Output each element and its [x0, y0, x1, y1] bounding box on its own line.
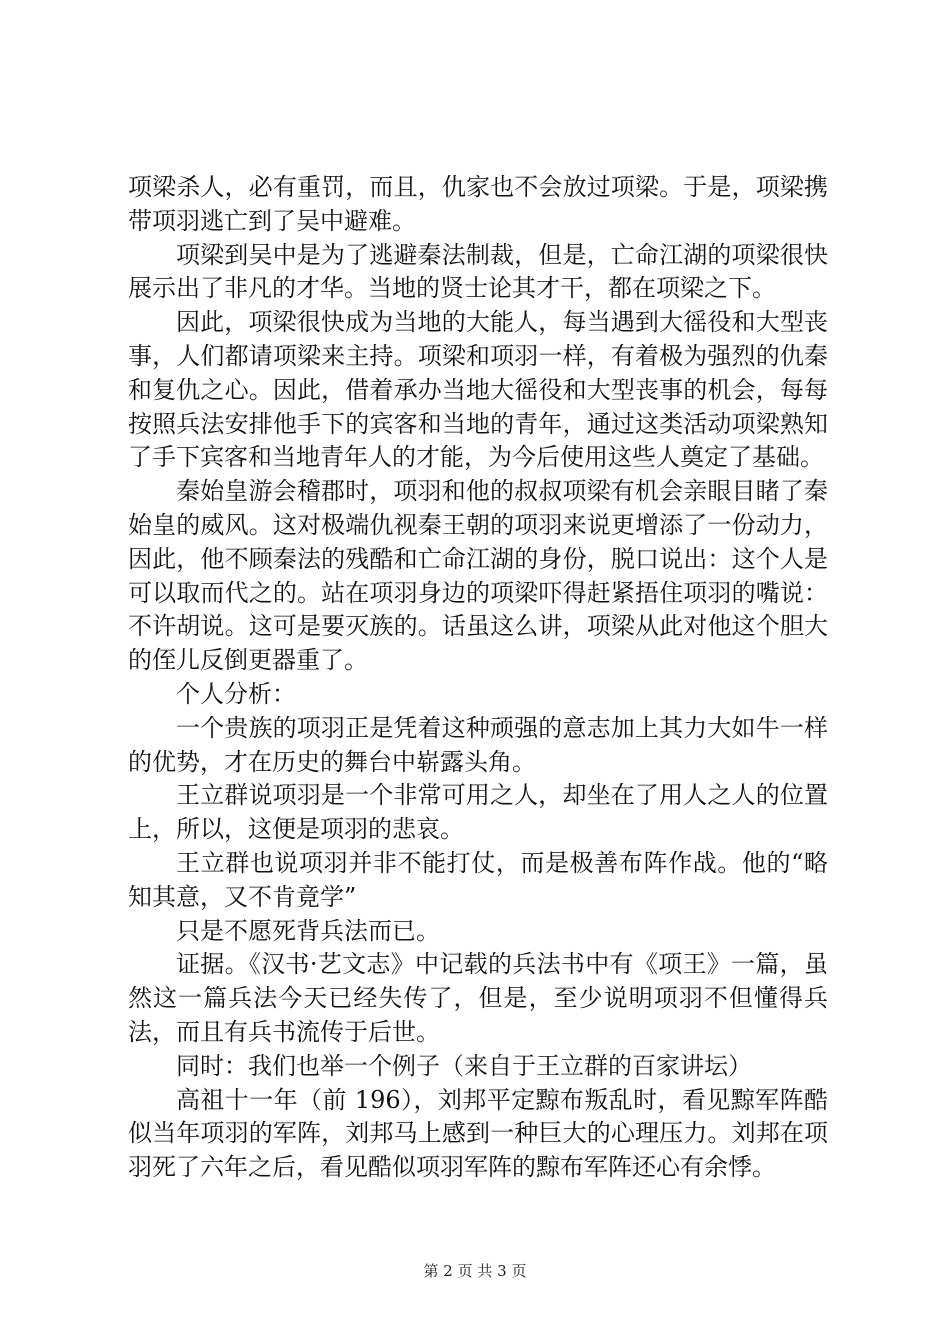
paragraph-1: 项梁杀人，必有重罚，而且，仇家也不会放过项梁。于是，项梁携带项羽逃亡到了吴中避难。	[128, 173, 828, 235]
paragraph-9: 只是不愿死背兵法而已。	[176, 916, 440, 945]
paragraph-10: 证据。《汉书·艺文志》中记载的兵法书中有《项王》一篇，虽然这一篇兵法今天已经失传了，但是，至少说明项羽不但懂得兵法，而且有兵书流传于后世。	[128, 950, 828, 1046]
paragraph-3: 因此，项梁很快成为当地的大能人，每当遇到大徭役和大型丧事，人们都请项梁来主持。项梁和项羽一样，有着极为强烈的仇秦和复仇之心。因此，借着承办当地大徭役和大型丧事的机会，每每按照兵法安排他手下的宾客和当地的青年，通过这类活动项梁熟知了手下宾客和当地青年人的才能，为今后使用这些人奠定了基础。	[128, 308, 828, 472]
paragraph-6: 一个贵族的项羽正是凭着这种顽强的意志加上其力大如牛一样的优势，才在历史的舞台中崭露头角。	[128, 713, 828, 776]
document-body	[128, 171, 828, 1185]
paragraph-12: 高祖十一年（前 196），刘邦平定黥布叛乱时，看见黥军阵酷似当年项羽的军阵，刘邦马上感到一种巨大的心理压力。刘邦在项羽死了六年之后，看见酷似项羽军阵的黥布军阵还心有余悸。	[128, 1085, 828, 1182]
paragraph-2: 项梁到吴中是为了逃避秦法制裁，但是，亡命江湖的项梁很快展示出了非凡的才华。当地的贤士论其才干，都在项梁之下。	[128, 240, 828, 303]
page-footer: 第 2 页 共 3 页	[423, 1262, 527, 1280]
paragraph-8: 王立群也说项羽并非不能打仗，而是极善布阵作战。他的“略知其意，又不肯竟学”	[128, 848, 828, 911]
paragraph-5: 个人分析：	[176, 679, 296, 708]
paragraph-4: 秦始皇游会稽郡时，项羽和他的叔叔项梁有机会亲眼目睹了秦始皇的威风。这对极端仇视秦王朝的项羽来说更增添了一份动力，因此，他不顾秦法的残酷和亡命江湖的身份，脱口说出：这个人是可以取而代之的。站在项羽身边的项梁吓得赶紧捂住项羽的嘴说：不许胡说。这可是要灭族的。话虽这么讲，项梁从此对他这个胆大的侄儿反倒更器重了。	[128, 477, 828, 675]
paragraph-7: 王立群说项羽是一个非常可用之人，却坐在了用人之人的位置上，所以，这便是项羽的悲哀。	[128, 781, 828, 844]
paragraph-11: 同时：我们也举一个例子（来自于王立群的百家讲坛）	[176, 1051, 752, 1080]
